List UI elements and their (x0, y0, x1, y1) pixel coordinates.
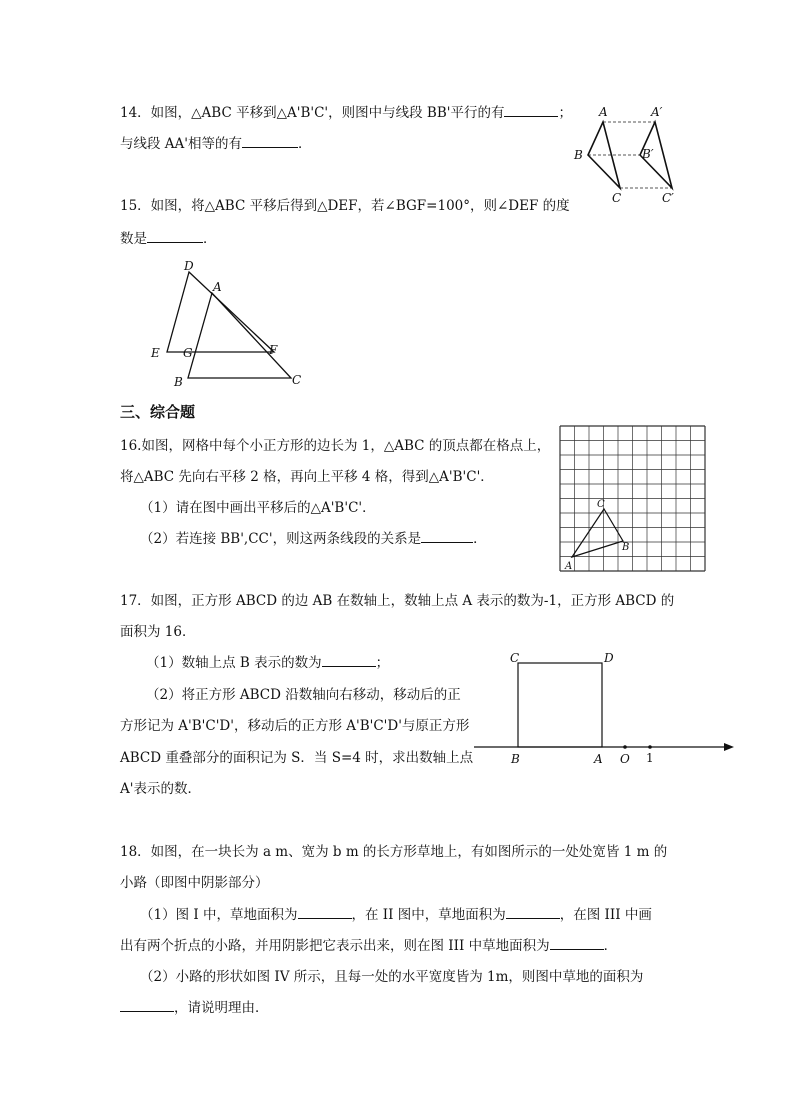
q17-part-1-text: （1）数轴上点 B 表示的数为 (146, 655, 322, 671)
q14-answer-blank-1[interactable] (504, 104, 558, 117)
q18-answer-blank-3[interactable] (550, 937, 604, 950)
q14-text-2: 与线段 AA'相等的有 (120, 136, 243, 152)
q18-answer-blank-4[interactable] (120, 999, 174, 1012)
q17-punct: ； (375, 655, 390, 671)
q15-text-2: 数是 (120, 231, 147, 247)
q17-point-one (648, 745, 652, 749)
q14-text-1: 14．如图，△ABC 平移到△A'B'C'，则图中与线段 BB'平行的有 (120, 105, 505, 121)
q17-square-abcd (518, 663, 602, 747)
q14-label-c2: C′ (662, 191, 674, 205)
q18-p2-l2-text: ，请说明理由． (174, 1000, 269, 1016)
q16-part-2 (140, 530, 487, 548)
q16-grid-figure (558, 424, 708, 574)
q18-p1-l2-text: 出有两个折点的小路，并用阴影把它表示出来，则在图 III 中草地面积为 (120, 938, 550, 954)
q17-part-2-line-1: （2）将正方形 ABCD 沿数轴向右移动，移动后的正 (146, 687, 461, 703)
q18-part-2-line-2 (120, 999, 269, 1017)
q18-part-1-line-2 (120, 937, 617, 955)
q17-line-1: 17．如图，正方形 ABCD 的边 AB 在数轴上，数轴上点 A 表示的数为-1，正方形 ABCD 的 (120, 593, 675, 609)
q16-punct: ． (473, 531, 487, 547)
q17-part-2-line-2: 方形记为 A'B'C'D'，移动后的正方形 A'B'C'D'与原正方形 (120, 718, 470, 734)
q16-label-b: B (622, 542, 630, 553)
section-3-title: 三、综合题 (120, 403, 196, 421)
q17-label-b: B (511, 752, 520, 766)
q15-line-2 (120, 230, 217, 248)
q15-figure (148, 258, 318, 398)
q17-label-1: 1 (646, 751, 654, 765)
q15-label-c: C (292, 373, 302, 387)
q17-label-d: D (604, 651, 614, 665)
q17-label-c: C (510, 651, 520, 665)
q16-part-1: （1）请在图中画出平移后的△A'B'C'． (140, 500, 376, 516)
q18-line-2: 小路（即图中阴影部分） (120, 875, 269, 891)
q15-answer-blank[interactable] (147, 230, 203, 243)
q16-label-c: C (597, 499, 605, 510)
q14-figure (566, 104, 696, 214)
q18-p1-seg2: ，在 II 图中，草地面积为 (351, 907, 506, 923)
q17-label-o: O (620, 752, 630, 766)
q17-part-2-line-3: ABCD 重叠部分的面积记为 S．当 S=4 时，求出数轴上点 (120, 750, 474, 766)
q15-label-a: A (213, 280, 222, 294)
q15-line-1: 15．如图，将△ABC 平移后得到△DEF，若∠BGF=100°，则∠DEF 的度 (120, 198, 570, 214)
q15-label-g: G (183, 346, 193, 360)
q17-part-2-line-4: A'表示的数． (120, 781, 201, 797)
q15-label-b: B (174, 375, 183, 389)
q16-line-2: 将△ABC 先向右平移 2 格，再向上平移 4 格，得到△A'B'C'． (120, 469, 494, 485)
q14-label-c: C (612, 191, 622, 205)
q17-arrow-head (724, 743, 734, 751)
q17-label-a: A (594, 752, 603, 766)
q17-line-2: 面积为 16． (120, 624, 196, 640)
q16-answer-blank[interactable] (421, 530, 473, 543)
q15-label-d: D (184, 259, 194, 273)
q14-answer-blank-2[interactable] (242, 135, 298, 148)
q18-part-2-line-1: （2）小路的形状如图 IV 所示，且每一处的水平宽度皆为 1m，则图中草地的面积为 (140, 969, 644, 985)
q18-answer-blank-1[interactable] (298, 906, 352, 919)
q15-label-f: F (269, 343, 278, 357)
q18-answer-blank-2[interactable] (506, 906, 560, 919)
q15-label-e: E (151, 346, 160, 360)
q16-triangle-abc (572, 509, 623, 557)
q14-label-a2: A′ (651, 105, 663, 119)
q14-punct-2: ． (298, 136, 312, 152)
q18-part-1-line-1 (140, 906, 652, 924)
q14-label-b2: B′ (642, 147, 654, 161)
q17-point-o (623, 745, 627, 749)
q14-punct-1: ； (558, 105, 572, 121)
q14-line-2 (120, 135, 312, 153)
q18-p1-seg3: ，在图 III 中画 (559, 907, 652, 923)
q18-punct-1: ． (603, 938, 618, 954)
q17-figure (470, 648, 740, 768)
q17-part-1 (146, 654, 389, 672)
q14-label-a: A (599, 105, 608, 119)
q16-label-a: A (565, 561, 573, 572)
q18-p1-seg1: （1）图 I 中，草地面积为 (140, 907, 298, 923)
q16-part-2-text: （2）若连接 BB',CC'，则这两条线段的关系是 (140, 531, 422, 547)
q17-answer-blank[interactable] (322, 654, 376, 667)
q16-line-1: 16.如图，网格中每个小正方形的边长为 1，△ABC 的顶点都在格点上， (120, 438, 551, 454)
q15-punct: ． (203, 231, 217, 247)
q18-line-1: 18．如图，在一块长为 a m、宽为 b m 的长方形草地上，有如图所示的一处处宽皆 1 m 的 (120, 844, 668, 860)
q15-triangle-abc (188, 293, 291, 378)
q14-label-b: B (574, 148, 583, 162)
q14-line-1 (120, 104, 572, 122)
q16-grid (560, 426, 705, 571)
